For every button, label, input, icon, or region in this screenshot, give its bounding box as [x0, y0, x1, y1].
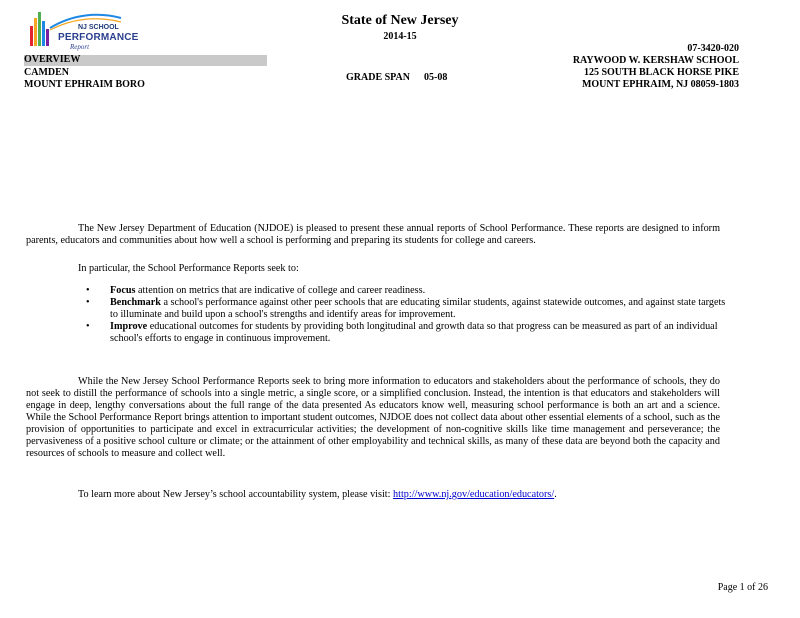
goals-list	[80, 285, 730, 345]
list-item	[80, 285, 730, 297]
logo-line3: Report	[70, 43, 90, 51]
district-name: MOUNT EPHRAIM BORO	[24, 79, 145, 90]
school-info	[573, 43, 739, 91]
report-year: 2014-15	[383, 31, 417, 42]
grade-span-label: GRADE SPAN	[346, 72, 410, 83]
learn-more-suffix: .	[554, 489, 557, 500]
list-item-keyword: Benchmark	[110, 297, 161, 308]
county-name: CAMDEN	[24, 67, 69, 78]
learn-more-paragraph	[26, 489, 720, 501]
intro-paragraph	[26, 223, 720, 247]
list-item-keyword: Focus	[110, 285, 136, 296]
bullet-icon: •	[86, 285, 90, 296]
school-name: RAYWOOD W. KERSHAW SCHOOL	[572, 55, 739, 66]
page-title: State of New Jersey	[341, 13, 459, 28]
list-item-text: educational outcomes for students by providing both longitudinal and growth data so that progress can be measured as part of an individual school's efforts to engage in continuous improvement.	[110, 321, 718, 344]
list-item-keyword: Improve	[110, 321, 148, 332]
disclaimer-paragraph	[26, 376, 720, 460]
list-item-text: a school's performance against other peer schools that are educating similar students, against statewide outcomes, and against state targets to illuminate and build upon a school's strengths and identify areas for improvement.	[110, 297, 726, 320]
educators-link[interactable]: http://www.nj.gov/education/educators/	[393, 489, 555, 500]
grade-span-value: 05-08	[423, 72, 448, 83]
bullet-icon: •	[86, 321, 90, 332]
school-address-line2: MOUNT EPHRAIM, NJ 08059-1803	[581, 79, 739, 90]
page-number: Page 1 of 26	[717, 582, 768, 593]
logo-line2: PERFORMANCE	[58, 32, 139, 43]
section-label: OVERVIEW	[24, 54, 81, 65]
purpose-paragraph-text: In particular, the School Performance Reports seek to:	[78, 263, 299, 274]
intro-paragraph-text: The New Jersey Department of Education (NJDOE) is pleased to present these annual reports of School Performance. These reports are designed to inform parents, educators and communities about how well a school is performing and preparing its students for college and careers.	[26, 223, 720, 246]
list-item	[80, 321, 730, 345]
disclaimer-paragraph-text: While the New Jersey School Performance Reports seek to bring more information to educators and stakeholders about the performance of schools, they do not seek to distill the performance of schools into a single metric, a single score, or a simplified conclusion. Instead, the intention is that educators and stakeholders will engage in deep, lengthy conversations about the full range of the data presented As educators know well, measuring school performance is both an art and a science. While the School Performance Report brings attention to important student outcomes, NJDOE does not collect data about other essential elements of a school, such as the provision of opportunities to participate and excel in extracurricular activities; the development of non-cognitive skills like time management and perseverance; the pervasiveness of a positive school culture or climate; or the attainment of other employability and technical skills, as many of these data are beyond both the capacity and resources of schools to measure and collect well.	[26, 376, 720, 459]
logo-line1: NJ SCHOOL	[78, 24, 119, 31]
list-item-text: attention on metrics that are indicative of college and career readiness.	[135, 285, 426, 296]
section-bar	[24, 55, 267, 66]
learn-more-text: To learn more about New Jersey’s school accountability system, please visit:	[78, 489, 394, 500]
school-address-line1: 125 SOUTH BLACK HORSE PIKE	[583, 67, 739, 78]
grade-span	[346, 72, 447, 83]
list-item	[80, 297, 730, 321]
bullet-icon: •	[86, 297, 90, 308]
purpose-paragraph	[26, 263, 720, 275]
school-code: 07-3420-020	[687, 43, 739, 54]
